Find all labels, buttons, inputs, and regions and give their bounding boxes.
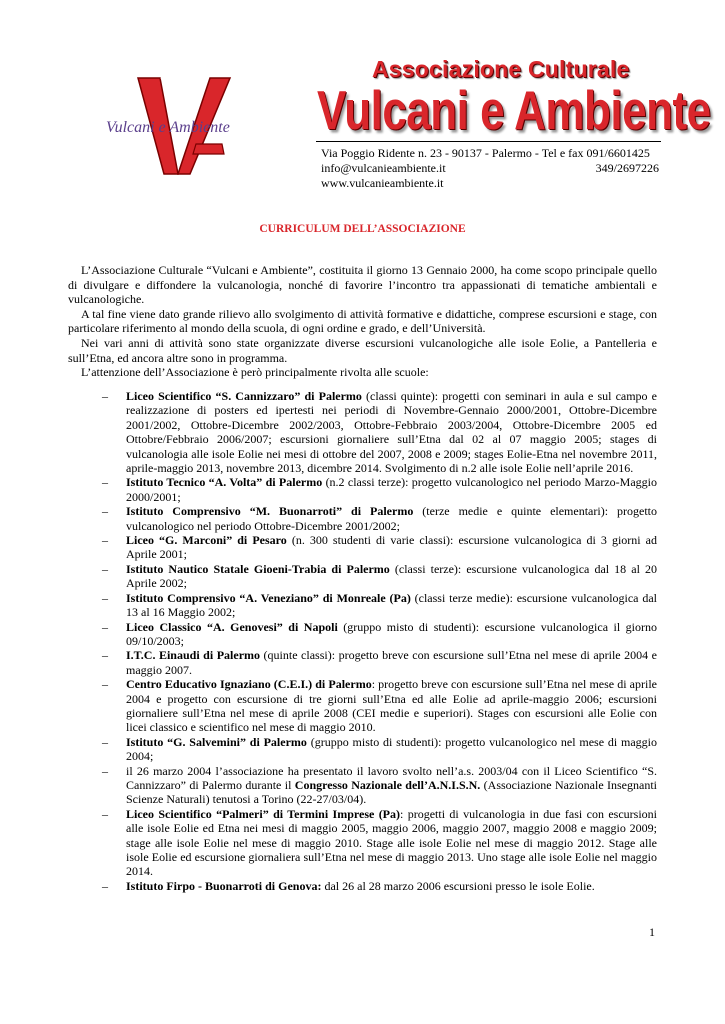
school-name: Istituto Comprensivo “M. Buonarroti” di Palermo xyxy=(126,504,414,519)
list-item: – Liceo Scientifico “S. Cannizzaro” di Palermo (classi quinte): progetti con seminari in aula e sul campo e realizzazione di posters ed ipertesti nei periodi di Novembre-Gennaio 2000/2001, Ottobre-Dicembre 2001/2002, Ottobre-Dicembre 2002/2003, Ottobre-Febbraio 2003/2004, Ottobre-Dicembre 2005 ed Ottobre/Febbraio 2006/2007; escursioni giornaliere sull’Etna dal 02 al 07 maggio 2005; stages di vulcanologia alle isole Eolie nei mesi di ottobre del 2007, 2008 e 2009; stages Eolie-Etna nel novembre 2011, aprile-maggio 2013, novembre 2013, dicembre 2014. Svolgimento di n.2 alle isole Eolie nell’aprile 2016. xyxy=(102,389,657,476)
dash-bullet: – xyxy=(102,475,108,490)
dash-bullet: – xyxy=(102,734,108,749)
mobile-number: 349/2697226 xyxy=(595,161,659,175)
list-item: – Liceo Scientifico “Palmeri” di Termini Imprese (Pa): progetti di vulcanologia in due fasi con escursioni alle isole Eolie ed Etna nei mesi di maggio 2005, maggio 2006, maggio 2007, maggio 2008 e maggio 2009; stage alle isole Eolie nel mese di maggio 2010. Stage alle isole Eolie nel mese di maggio 2012. Stage alle isole Eolie ed escursione giornaliera sull’Etna nel mese di maggio 2013. Uno stage alle isole Eolie nel maggio 2014. xyxy=(102,806,657,879)
logo-text: Vulcani e Ambiente xyxy=(106,119,230,136)
title-big: Vulcani e Ambiente xyxy=(317,80,711,142)
dash-bullet: – xyxy=(102,648,108,663)
title-small: Associazione Culturale xyxy=(372,56,630,82)
school-name: Istituto “G. Salvemini” di Palermo xyxy=(126,734,307,749)
school-name: Liceo Classico “A. Genovesi” di Napoli xyxy=(126,619,338,634)
dash-bullet: – xyxy=(102,561,108,576)
intro-paragraph: Nei vari anni di attività sono state organizzate diverse escursioni vulcanologiche alle isole Eolie, a Pantelleria e sull’Etna, ed ancora altre sono in programma. xyxy=(68,335,657,365)
dash-bullet: – xyxy=(102,878,108,893)
website-link[interactable]: www.vulcanieambiente.it xyxy=(321,176,444,190)
email-link[interactable]: info@vulcanieambiente.it xyxy=(321,161,446,175)
logo-graphic xyxy=(100,70,250,185)
page-number: 1 xyxy=(649,925,655,939)
address-text: Via Poggio Ridente n. 23 - 90137 - Palermo - Tel e fax 091/6601425 xyxy=(321,146,650,160)
dash-bullet: – xyxy=(102,389,108,403)
dash-bullet: – xyxy=(102,533,108,548)
intro-paragraph: A tal fine viene dato grande rilievo allo svolgimento di attività formative e didattiche, comprese escursioni e stage, con particolare riferimento al mondo della scuola, di ogni ordine e grado, e dell’Università. xyxy=(68,306,657,336)
header-divider xyxy=(316,141,661,142)
dash-bullet: – xyxy=(102,677,108,692)
list-item: – Centro Educativo Ignaziano (C.E.I.) di Palermo: progetto breve con escursione sull’Etna nel mese di aprile 2004 e progetto con escursione di tre giorni sull’Etna ed alle Eolie ad aprile-maggio 2006; escursioni giornaliere sull’Etna nel mese di aprile 2008 (CEI medie e superiori). Stages con escursioni alle Eolie con licei classico e scientifico nel mese di maggio 2010. xyxy=(102,677,657,735)
list-item: – Liceo “G. Marconi” di Pesaro (n. 300 studenti di varie classi): escursione vulcanologica di 3 giorni ad Aprile 2001; xyxy=(102,533,657,562)
list-item: – Istituto Comprensivo “A. Veneziano” di Monreale (Pa) (classi terze medie): escursione vulcanologica dal 13 al 16 Maggio 2002; xyxy=(102,590,657,620)
list-item: – Istituto “G. Salvemini” di Palermo (gruppo misto di studenti): progetto vulcanologico nel mese di maggio 2004; xyxy=(102,734,657,764)
school-name: Centro Educativo Ignaziano (C.E.I.) di Palermo xyxy=(126,677,372,692)
school-name: Istituto Nautico Statale Gioeni-Trabia di Palermo xyxy=(126,561,390,576)
list-item: – il 26 marzo 2004 l’associazione ha presentato il lavoro svolto nell’a.s. 2003/04 con il Liceo Scientifico “S. Cannizzaro” di Palermo durante il Congresso Nazionale dell’A.N.I.S.N. (Associazione Nazionale Insegnanti Scienze Naturali) tenutosi a Torino (22-27/03/04). xyxy=(102,763,657,807)
school-name: I.T.C. Einaudi di Palermo xyxy=(126,648,261,663)
school-name: Istituto Comprensivo “A. Veneziano” di Monreale (Pa) xyxy=(126,590,411,605)
intro-paragraph: L’Associazione Culturale “Vulcani e Ambiente”, costituita il giorno 13 Gennaio 2000, ha come scopo principale quello di divulgare e diffondere la vulcanologia, nonché di favorire l’incontro tra appassionati di tematiche ambientali e vulcanologiche. xyxy=(68,263,657,307)
dash-bullet: – xyxy=(102,619,108,634)
intro-paragraph: L’attenzione dell’Associazione è però principalmente rivolta alle scuole: xyxy=(81,365,429,380)
school-name: Istituto Firpo - Buonarroti di Genova: xyxy=(126,878,322,893)
dash-bullet: – xyxy=(102,806,108,821)
school-name: Liceo Scientifico “S. Cannizzaro” di Palermo xyxy=(126,389,362,403)
association-logo xyxy=(100,70,250,185)
school-name: Liceo “G. Marconi” di Pesaro xyxy=(126,533,287,548)
school-name: Istituto Tecnico “A. Volta” di Palermo xyxy=(126,475,323,490)
schools-list xyxy=(68,389,657,893)
list-item: – I.T.C. Einaudi di Palermo (quinte classi): progetto breve con escursione sull’Etna nel mese di aprile 2004 e maggio 2007. xyxy=(102,648,657,677)
list-item: – Istituto Nautico Statale Gioeni-Trabia di Palermo (classi terze): escursione vulcanologica dal 18 al 20 Aprile 2002; xyxy=(102,561,657,591)
school-name: Liceo Scientifico “Palmeri” di Termini Imprese (Pa) xyxy=(126,806,401,821)
dash-bullet: – xyxy=(102,590,108,605)
congress-name: Congresso Nazionale dell’A.N.I.S.N. xyxy=(294,777,481,792)
dash-bullet: – xyxy=(102,763,108,778)
list-item: – Istituto Comprensivo “M. Buonarroti” di Palermo (terze medie e quinte elementari): progetto vulcanologico nel periodo Ottobre-Dicembre 2001/2002; xyxy=(102,504,657,533)
section-heading: CURRICULUM DELL’ASSOCIAZIONE xyxy=(259,223,466,235)
intro-paragraphs xyxy=(68,263,657,380)
list-item: – Istituto Tecnico “A. Volta” di Palermo (n.2 classi terze): progetto vulcanologico nel periodo Marzo-Maggio 2000/2001; xyxy=(102,475,657,504)
list-item: – Istituto Firpo - Buonarroti di Genova: dal 26 al 28 marzo 2006 escursioni presso le isole Eolie. xyxy=(102,878,595,893)
dash-bullet: – xyxy=(102,504,108,519)
contact-block xyxy=(321,146,659,191)
list-item: – Liceo Classico “A. Genovesi” di Napoli (gruppo misto di studenti): escursione vulcanologica il giorno 09/10/2003; xyxy=(102,619,657,648)
